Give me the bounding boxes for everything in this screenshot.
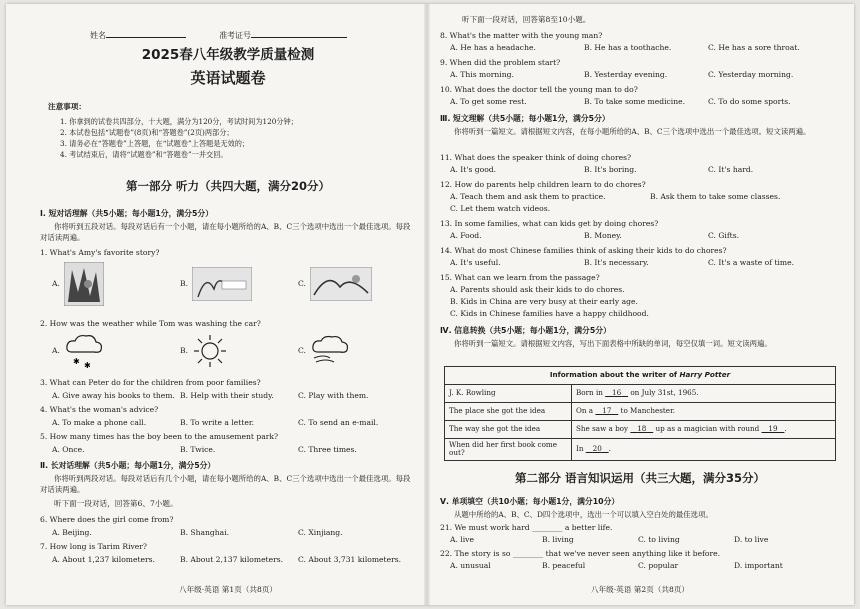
exam-sheet [6,4,854,605]
blank-17[interactable]: 17 [602,406,612,416]
name-label: 姓名 [90,31,106,40]
page-fold [424,4,430,605]
q11-options [450,166,753,175]
note-item: 2. 本试卷包括“试题卷”(8页)和“答题卷”(2页)两部分； [60,128,234,138]
question-10: 10. What does the doctor tell the young man to do? [440,85,638,94]
page-2 [440,4,840,605]
story-illustration-icon [64,262,104,306]
q14-options [450,259,794,268]
ticket-blank[interactable] [251,30,347,38]
blank-19[interactable]: 19 [768,424,778,434]
part1-title: 第一部分 听力（共四大题，满分20分） [125,179,330,193]
sec4-instructions: 你将听到一篇短文。请根据短文内容，写出下面表格中所缺的单词，每空仅填一词。短文读两遍。 [454,339,772,348]
question-13: 13. In some families, what can kids get by doing chores? [440,219,659,228]
option-a[interactable]: A. To make a phone call. [52,418,147,427]
q13-options [450,232,739,241]
windy-cloud-icon [310,334,350,368]
option-b[interactable]: B. To take some medicine. [584,97,685,106]
question-21: 21. We must work hard ________ a better life. [440,523,613,532]
option-a[interactable]: A. It's good. [450,165,497,174]
q10-options [450,98,791,107]
page-footer: 八年级·英语 第1页（共8页） [178,585,278,594]
question-5: 5. How many times has the boy been to the amusement park? [40,432,279,441]
sec1-title: Ⅰ. 短对话理解（共5小题；每小题1分，满分5分） [40,209,213,218]
q5-options [52,446,357,455]
q2-options [52,332,412,370]
table-header: Information about the writer of Harry Potter [445,367,836,385]
option-b[interactable]: B. Yesterday evening. [584,70,668,79]
q1-option-c[interactable]: C. [298,267,372,301]
q22-options [450,562,783,571]
option-c[interactable]: C. It's a waste of time. [708,258,795,267]
question-11: 11. What does the speaker think of doing chores? [440,153,632,162]
sec5-title: Ⅴ. 单项填空（共10小题；每小题1分，满分10分） [440,497,620,506]
listen-instruction: 听下面一段对话，回答第8至10小题。 [462,15,591,24]
q1-option-b[interactable]: B. [180,267,298,301]
table-cell: J. K. Rowling [445,385,572,403]
blank-18[interactable]: 18 [637,424,647,434]
option-a[interactable]: A. Food. [450,231,482,240]
q8-options [450,44,800,53]
option-b[interactable]: B. Ask them to take some classes. [650,192,781,201]
option-b[interactable]: B. It's necessary. [584,258,649,267]
question-6: 6. Where does the girl come from? [40,515,174,524]
sec1-instructions: 你将听到五段对话。每段对话后有一个小题，请在每小题所给的A、B、C三个选项中选出一个最佳选项。每段对话读两遍。 [40,222,411,242]
sun-icon [192,333,228,369]
listen-instruction: 听下面一段对话，回答第6、7小题。 [54,499,178,508]
question-8: 8. What's the matter with the young man? [440,31,603,40]
sec5-instructions: 从题中所给的A、B、C、D四个选项中，选出一个可以填入空白处的最佳选项。 [454,510,713,519]
blank-16[interactable]: 16 [612,388,622,398]
story-illustration-icon [310,267,372,301]
q2-option-b[interactable]: B. [180,333,298,369]
option-b[interactable]: B. To write a letter. [180,418,255,427]
name-blank[interactable] [106,30,186,38]
option-c[interactable]: C. Play with them. [298,391,369,400]
table-row [445,403,836,421]
option-c[interactable]: C. Let them watch videos. [450,204,551,213]
blank-20[interactable]: 20 [592,444,602,454]
option-a[interactable]: A. Once. [52,445,85,454]
table-row [445,385,836,403]
option-b[interactable]: B. He has a toothache. [584,43,672,52]
option-b[interactable]: B. Shanghai. [180,528,230,537]
q6-options [52,529,343,538]
question-9: 9. When did the problem start? [440,58,561,67]
option-c[interactable]: C. Three times. [298,445,357,454]
question-3: 3. What can Peter do for the children from poor families? [40,378,261,387]
story-illustration-icon [192,267,252,301]
sec2-title: Ⅱ. 长对话理解（共5小题；每小题1分，满分5分） [40,461,216,470]
table-cell: Born in 16 on July 31st, 1965. [572,385,836,403]
option-b[interactable]: B. Kids in China are very busy at their early age. [450,297,638,306]
option-a[interactable]: A. About 1,237 kilometers. [52,555,155,564]
option-b[interactable]: B. Twice. [180,445,216,454]
option-b[interactable]: B. Money. [584,231,622,240]
ticket-label: 准考证号 [219,31,252,40]
question-4: 4. What's the woman's advice? [40,405,159,414]
q3-options [52,392,368,401]
option-c[interactable]: C. Xinjiang. [298,528,343,537]
svg-text:✱: ✱ [72,357,80,366]
table-cell: On a 17 to Manchester. [572,403,836,421]
table-cell: In 20 . [572,439,836,461]
option-d[interactable]: D. to live [734,535,769,544]
info-table [444,366,836,461]
option-a[interactable]: A. It's useful. [450,258,501,267]
sec2-instructions: 你将听到两段对话。每段对话后有几个小题，请在每小题所给的A、B、C三个选项中选出一个最佳选项。每段对话读两遍。 [40,474,411,494]
option-a[interactable]: A. live [450,535,474,544]
candidate-header [90,30,347,40]
question-1: 1. What's Amy's favorite story? [40,248,160,257]
option-c[interactable]: C. To do some sports. [708,97,791,106]
question-7: 7. How long is Tarim River? [40,542,147,551]
q7-options [52,556,401,565]
q2-option-a[interactable]: A. ✱ ✱ [52,332,180,370]
option-c[interactable]: C. Kids in Chinese families have a happy childhood. [450,309,649,318]
question-14: 14. What do most Chinese families think of asking their kids to do chores? [440,246,727,255]
table-row [445,421,836,439]
question-22: 22. The story is so ________ that we've never seen anything like it before. [440,549,721,558]
option-b[interactable]: B. About 2,137 kilometers. [180,555,284,564]
notes-list [60,116,410,161]
q2-option-c[interactable]: C. [298,334,350,368]
table-cell: The way she got the idea [445,421,572,439]
option-a[interactable]: A. Parents should ask their kids to do chores. [450,285,625,294]
option-c[interactable]: C. to living [638,535,680,544]
notes-heading: 注意事项： [48,102,86,111]
table-cell: She saw a boy 18 up as a magician with round 19 . [572,421,836,439]
option-c[interactable]: C. He has a sore throat. [708,43,800,52]
option-c[interactable]: C. Yesterday morning. [708,70,794,79]
q12-options [450,193,780,202]
option-c[interactable]: C. popular [638,561,679,570]
note-item: 3. 请务必在“答题卷”上答题，在“试题卷”上答题是无效的； [60,139,250,149]
exam-subtitle: 英语试题卷 [190,69,266,87]
table-cell: When did her first book come out? [445,439,572,461]
option-b[interactable]: B. living [542,535,574,544]
svg-text:✱: ✱ [83,361,91,370]
option-c[interactable]: C. It's hard. [708,165,754,174]
option-a[interactable]: A. This morning. [450,70,514,79]
option-c[interactable]: C. To send an e-mail. [298,418,379,427]
option-a[interactable]: A. Give away his books to them. [52,391,175,400]
option-a[interactable]: A. Teach them and ask them to practice. [450,192,606,201]
q1-option-a[interactable]: A. [52,262,180,306]
part2-title: 第二部分 语言知识运用（共三大题，满分35分） [514,471,765,485]
q1-options [52,262,412,306]
sec4-title: Ⅳ. 信息转换（共5小题；每小题1分，满分5分） [440,326,611,335]
q9-options [450,71,793,80]
option-b[interactable]: B. Help with their study. [180,391,274,400]
option-b[interactable]: B. peaceful [542,561,586,570]
sec3-instructions: 你将听到一篇短文。请根据短文内容，在每小题所给的A、B、C三个选项中选出一个最佳选项。短文读两遍。 [454,127,811,136]
question-12: 12. How do parents help children learn to do chores? [440,180,646,189]
question-15: 15. What can we learn from the passage? [440,273,600,282]
option-d[interactable]: D. important [734,561,783,570]
table-row [445,439,836,461]
q4-options [52,419,378,428]
exam-title: 2025春八年级教学质量检测 [141,47,315,63]
table-cell: The place she got the idea [445,403,572,421]
sec3-title: Ⅲ. 短文理解（共5小题；每小题1分，满分5分） [440,114,610,123]
q21-options [450,536,768,545]
note-item: 1. 你拿到的试卷共四部分，十大题，满分为120分，考试时间为120分钟； [60,117,298,126]
note-item: 4. 考试结束后，请将“试题卷”和“答题卷”一并交回。 [60,150,228,160]
option-a[interactable]: A. He has a headache. [450,43,536,52]
question-2: 2. How was the weather while Tom was washing the car? [40,319,261,328]
snow-cloud-icon [64,332,104,370]
option-c[interactable]: C. About 3,731 kilometers. [298,555,402,564]
option-a[interactable]: A. unusual [450,561,491,570]
option-a[interactable]: A. Beijing. [52,528,92,537]
option-a[interactable]: A. To get some rest. [450,97,527,106]
page-footer: 八年级·英语 第2页（共8页） [590,585,690,594]
option-c[interactable]: C. Gifts. [708,231,740,240]
option-b[interactable]: B. It's boring. [584,165,637,174]
page-1 [40,4,416,605]
